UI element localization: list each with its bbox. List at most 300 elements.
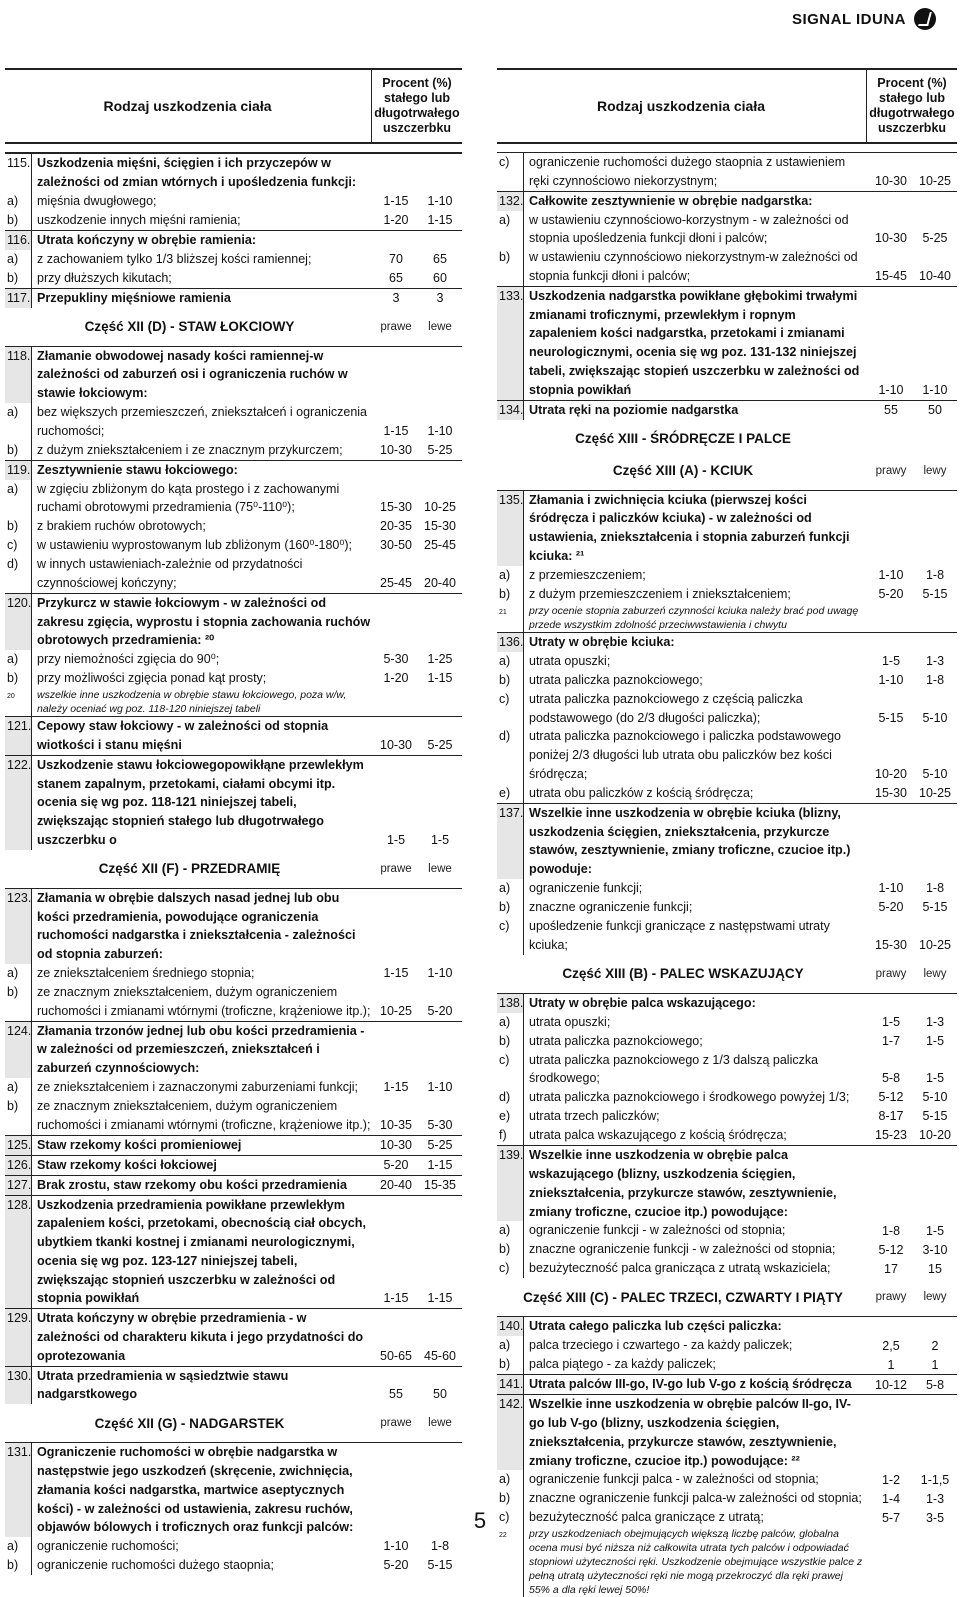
footnote-row xyxy=(5,688,462,716)
value-right: 5-15 xyxy=(878,710,904,725)
item-description: Staw rzekomy kości łokciowej xyxy=(37,1157,217,1172)
item-description: znaczne ograniczenie funkcji; xyxy=(529,899,693,914)
item-number: 22 xyxy=(497,1527,524,1597)
value-right: 10-35 xyxy=(380,1117,412,1132)
table-row xyxy=(497,1107,957,1126)
value-right: 5-30 xyxy=(383,652,409,667)
item-number: 136. xyxy=(497,633,524,652)
table-row xyxy=(497,211,957,249)
value-right: 50-65 xyxy=(380,1348,412,1363)
item-number: b) xyxy=(497,671,524,690)
value-right: 1-10 xyxy=(383,1539,409,1554)
table-row xyxy=(5,230,462,250)
value-left: 1-3 xyxy=(925,1014,945,1029)
item-number: 125. xyxy=(5,1136,32,1155)
item-number: 131. xyxy=(5,1443,32,1537)
value-right: 1-15 xyxy=(383,423,409,438)
value-left: 10-25 xyxy=(919,785,951,800)
item-number: 139. xyxy=(497,1146,524,1221)
column-label-right: prawe xyxy=(380,862,412,875)
value-right: 10-20 xyxy=(875,766,907,781)
item-number: b) xyxy=(497,898,524,917)
value-right: 1-5 xyxy=(881,1014,901,1029)
item-description: ograniczenie ruchomości dużego staopnia z ustawieniem ręki czynnościowo niekorzystnym; xyxy=(529,155,846,188)
value-right: 15-45 xyxy=(875,268,907,283)
value-right: 5-20 xyxy=(878,900,904,915)
item-description: bezużyteczność palca graniczące z utratą; xyxy=(529,1510,764,1525)
table-row xyxy=(5,346,462,403)
value-left: 5-15 xyxy=(427,1558,453,1573)
item-number: a) xyxy=(5,250,32,269)
item-number: a) xyxy=(5,403,32,441)
item-number: f) xyxy=(497,1126,524,1145)
item-number: a) xyxy=(497,566,524,585)
value-right: 17 xyxy=(884,1261,898,1276)
value-right: 2,5 xyxy=(882,1338,900,1353)
item-description: bez większych przemieszczeń, zniekształceń i ograniczenia ruchomości; xyxy=(37,404,368,438)
item-description: Złamania trzonów jednej lub obu kości przedramienia - w zależności od przemieszczeń, zniekształceń i zaburzeń czynnościowych: xyxy=(37,1023,365,1076)
table-row xyxy=(497,585,957,604)
table-row xyxy=(497,727,957,783)
value-left: 45-60 xyxy=(424,1348,456,1363)
item-number: b) xyxy=(5,1097,32,1135)
item-description: Utraty w obrębie palca wskazującego: xyxy=(529,995,756,1010)
item-description: Uszkodzenie stawu łokciowegopowikłąne przewlekłym stanem zapalnym, przetokami, ciałami obcymi itp. ocenia się wg poz. 118-121 niniejszej tabeli, zwiększając stopnień stałego lub długotrwałego uszczerbku o xyxy=(37,757,364,847)
table-row xyxy=(5,1175,462,1195)
section-heading xyxy=(5,314,462,340)
value-right: 10-30 xyxy=(380,1137,412,1152)
table-row xyxy=(497,1394,957,1470)
table-row xyxy=(5,1195,462,1309)
section-heading xyxy=(5,1410,462,1436)
item-number: c) xyxy=(5,536,32,555)
value-left: 5-10 xyxy=(922,1090,948,1105)
table-row xyxy=(497,1316,957,1336)
left-table-body xyxy=(5,153,462,1575)
item-number: c) xyxy=(497,690,524,728)
table-row xyxy=(5,669,462,688)
value-right: 5-8 xyxy=(881,1071,901,1086)
value-right: 1-10 xyxy=(878,672,904,687)
table-header xyxy=(497,68,957,144)
value-right: 55 xyxy=(884,402,898,417)
value-left: 5-25 xyxy=(427,737,453,752)
value-left: 1-10 xyxy=(427,423,453,438)
value-left: 1-8 xyxy=(430,1539,450,1554)
table-row xyxy=(5,964,462,983)
item-description: Złamania i zwichnięcia kciuka (pierwszej kości śródręcza i paliczków kciuka) - w zależności od ustawienia, zniekształcenia i stopnia zaburzeń funkcji kciuka: ²¹ xyxy=(529,492,850,563)
table-row xyxy=(497,898,957,917)
table-row xyxy=(497,1336,957,1355)
section-heading xyxy=(497,426,957,452)
value-right: 20-35 xyxy=(380,519,412,534)
item-number: a) xyxy=(5,1537,32,1556)
table-row xyxy=(5,192,462,211)
item-description: wszelkie inne uszkodzenia w obrębie stawu łokciowego, poza w/w, należy oceniać wg poz. 118-120 niniejszej tabeli xyxy=(37,689,347,716)
brand xyxy=(792,8,936,30)
value-left: 5-25 xyxy=(922,231,948,246)
item-number: b) xyxy=(497,1489,524,1508)
table-row xyxy=(5,1135,462,1155)
item-number: 137. xyxy=(497,804,524,879)
value-left: 15 xyxy=(928,1261,942,1276)
item-number: a) xyxy=(497,1470,524,1489)
table-row xyxy=(5,536,462,555)
table-row xyxy=(5,153,462,192)
item-number: c) xyxy=(497,153,524,191)
item-number: 20 xyxy=(5,688,32,716)
item-description: utrata paliczka paznokciowego z częścią paliczka podstawowego (do 2/3 długości paliczka); xyxy=(529,691,803,725)
item-description: z brakiem ruchów obrotowych; xyxy=(37,519,206,534)
table-row xyxy=(5,1308,462,1365)
table-row xyxy=(5,755,462,850)
table-row xyxy=(497,1489,957,1508)
value-right: 5-7 xyxy=(881,1510,901,1525)
item-description: Wszelkie inne uszkodzenia w obrębie kciuka (blizny, uszkodzenia ścięgien, zniekształcenia, przykurcze stawów, zesztywnienie, zmiany troficzne, czucioe itp.) powoduje: xyxy=(529,805,851,877)
item-number: e) xyxy=(497,784,524,803)
item-number: 135. xyxy=(497,491,524,566)
item-number: 132. xyxy=(497,192,524,211)
column-label-left: lewy xyxy=(923,967,947,980)
item-description: mięśnia dwugłowego; xyxy=(37,193,157,208)
value-left: 1-8 xyxy=(925,672,945,687)
item-description: utrata paliczka paznokciowego; xyxy=(529,672,703,687)
value-left: 1-3 xyxy=(925,653,945,668)
page-number: 5 xyxy=(473,1508,487,1533)
table-row xyxy=(5,269,462,288)
value-right: 1 xyxy=(887,1357,895,1372)
value-right: 1-10 xyxy=(878,382,904,397)
item-description: uszkodzenie innych mięśni ramienia; xyxy=(37,212,241,227)
item-description: przy ocenie stopnia zaburzeń czynności kciuka należy brać pod uwagę przede wszystkim zdolność przeciwwstawienia i chwytu xyxy=(529,604,859,631)
value-right: 1-2 xyxy=(881,1472,901,1487)
item-number: b) xyxy=(497,1240,524,1259)
item-description: z przemieszczeniem; xyxy=(529,567,646,582)
table-header xyxy=(5,68,462,144)
value-right: 5-20 xyxy=(383,1157,409,1172)
header-percent: Procent (%) stałego lub długotrwałego uszczerbku xyxy=(866,70,957,142)
value-left: 1-5 xyxy=(430,832,450,847)
item-description: utrata paliczka paznokciowego i paliczka podstawowego poniżej 2/3 długości lub utrata obu paliczków bez kości śródręcza; xyxy=(529,729,841,781)
item-description: utrata trzech paliczków; xyxy=(529,1109,660,1124)
table-row xyxy=(497,400,957,420)
column-label-right: prawy xyxy=(875,464,907,477)
value-right: 15-30 xyxy=(875,785,907,800)
item-description: Złamanie obwodowej nasady kości ramiennej-w zależności od zaburzeń osi i ograniczenia ruchów w stawie łokciowym: xyxy=(37,348,348,401)
footnote-row xyxy=(497,604,957,632)
value-left: 1 xyxy=(931,1357,939,1372)
header-title: Rodzaj uszkodzenia ciała xyxy=(596,98,766,114)
table-row xyxy=(5,983,462,1021)
right-column xyxy=(497,68,957,1597)
value-left: 5-15 xyxy=(922,900,948,915)
item-description: ograniczenie funkcji palca - w zależności od stopnia; xyxy=(529,1472,819,1487)
table-row xyxy=(5,1021,462,1078)
item-number: 127. xyxy=(5,1176,32,1195)
item-description: z dużym zniekształceniem i ze znacznym przykurczem; xyxy=(37,442,343,457)
value-right: 20-40 xyxy=(380,1177,412,1192)
value-right: 5-12 xyxy=(878,1242,904,1257)
item-number: b) xyxy=(5,517,32,536)
section-heading xyxy=(497,961,957,987)
item-description: przy uszkodzeniach obejmujących większą liczbę palców, globalna ocena musi być niższa niż całkowita utrata tych palców i odpowiadać stopniowi użyteczności ręki. Uszkodzenie obejmujące wszystkie palce z pełną utratą użyteczności ręki nie mogą przekroczyć dla ręki prawej 55% a dla ręki lewej 50%! xyxy=(529,1528,863,1597)
item-description: Przepukliny mięśniowe ramienia xyxy=(37,290,231,305)
item-description: Utrata ręki na poziomie nadgarstka xyxy=(529,402,739,417)
table-row xyxy=(497,652,957,671)
value-right: 70 xyxy=(389,251,403,266)
item-description: upośledzenie funkcji graniczące z następstwami utraty kciuka; xyxy=(529,918,830,952)
item-description: z zachowaniem tylko 1/3 bliższej kości ramiennej; xyxy=(37,251,312,266)
section-title: Część XIII (A) - KCIUK xyxy=(612,463,754,479)
value-left: 5-15 xyxy=(922,1109,948,1124)
value-left: 1-1,5 xyxy=(920,1472,950,1487)
table-row xyxy=(497,803,957,879)
table-row xyxy=(497,153,957,191)
section-heading xyxy=(497,1284,957,1310)
item-number: b) xyxy=(5,1556,32,1575)
column-label-right: prawy xyxy=(875,1291,907,1304)
item-description: Staw rzekomy kości promieniowej xyxy=(37,1137,242,1152)
table-row xyxy=(497,993,957,1013)
table-row xyxy=(497,1259,957,1278)
table-row xyxy=(5,1537,462,1556)
item-number: 134. xyxy=(497,401,524,420)
item-description: przy dłuższych kikutach; xyxy=(37,270,172,285)
section-title: Część XIII - ŚRÓDRĘCZE I PALCE xyxy=(575,431,791,447)
item-description: w ustawieniu czynnościowo niekorzystnym-w zależności od stopnia funkcji dłoni i palców; xyxy=(529,250,858,283)
item-description: Utrata kończyny w obrębie przedramienia - w zależności od charakteru kikuta i jego przydatności do oprotezowania xyxy=(37,1311,364,1363)
table-row xyxy=(497,784,957,803)
table-row xyxy=(5,460,462,480)
item-description: przy niemożności zgięcia do 90⁰; xyxy=(37,652,220,667)
value-right: 65 xyxy=(389,270,403,285)
value-left: 5-25 xyxy=(427,442,453,457)
value-right: 15-23 xyxy=(875,1128,907,1143)
table-row xyxy=(5,1097,462,1135)
section-title: Część XII (F) - PRZEDRAMIĘ xyxy=(98,861,281,877)
item-description: Ograniczenie ruchomości w obrębie nadgarstka w następstwie jego uszkodzeń (skręcenie, zwichnięcia, złamania kości nadgarstka, martwice aseptycznych kości) - w zależności od ustawienia, zakresu ruchów, objawów bólowych i troficznych oraz funkcji palców: xyxy=(37,1445,354,1535)
value-right: 1-5 xyxy=(386,832,406,847)
column-label-left: lewe xyxy=(428,320,452,333)
column-label-left: lewy xyxy=(923,464,947,477)
value-left: 1-8 xyxy=(925,881,945,896)
value-right: 1-5 xyxy=(881,653,901,668)
item-description: bezużyteczność palca granicząca z utratą wskaziciela; xyxy=(529,1261,831,1276)
table-row xyxy=(5,555,462,593)
item-description: utrata palca wskazującego z kością śródręcza; xyxy=(529,1128,787,1143)
section-title: Część XII (G) - NADGARSTEK xyxy=(94,1415,285,1431)
value-left: 5-20 xyxy=(427,1003,453,1018)
table-row xyxy=(5,1155,462,1175)
value-left: 10-20 xyxy=(919,1128,951,1143)
value-right: 30-50 xyxy=(380,538,412,553)
item-description: Utrata przedramienia w sąsiedztwie stawu nadgarstkowego xyxy=(37,1368,289,1402)
item-description: Uszkodzenia przedramienia powikłane przewlekłym zapaleniem kości, przetokami, obecnością ciał obcych, ubytkiem tkanki kostnej i zmianami neurologicznymi, ocenia się wg poz. 123-127 niniejszej tabeli, zwiększając stopnień uszczerbku w zależności od stopnia powikłań xyxy=(37,1197,366,1306)
item-number: 124. xyxy=(5,1022,32,1078)
table-row xyxy=(497,248,957,286)
item-number: b) xyxy=(497,585,524,604)
value-left: 5-10 xyxy=(922,766,948,781)
item-description: utrata obu paliczków z kością śródręcza; xyxy=(529,785,754,800)
value-left: 65 xyxy=(433,251,447,266)
item-description: Wszelkie inne uszkodzenia w obrębie palca wskazującego (blizny, uszkodzenia ścięgien, zniekształcenia, przykurcze stawów, zesztywnienie, zmiany troficzne, czucioe itp.) powodujące: xyxy=(529,1148,837,1219)
value-left: 10-25 xyxy=(919,937,951,952)
item-description: Uszkodzenia mięśni, ścięgien i ich przyczepów w zależności od zmian wtórnych i upośledzenia funkcji: xyxy=(37,156,357,189)
table-row xyxy=(5,1078,462,1097)
item-number: 133. xyxy=(497,287,524,400)
column-label-right: prawe xyxy=(380,320,412,333)
value-left: 1-25 xyxy=(427,652,453,667)
table-row xyxy=(497,1145,957,1221)
item-number: 21 xyxy=(497,604,524,632)
value-right: 1-15 xyxy=(383,193,409,208)
item-number: a) xyxy=(5,964,32,983)
right-table-body xyxy=(497,153,957,1597)
table-row xyxy=(497,1240,957,1259)
header-percent: Procent (%) stałego lub długotrwałego uszczerbku xyxy=(371,70,462,142)
table-row xyxy=(497,632,957,652)
value-left: 3 xyxy=(436,290,444,305)
item-number: a) xyxy=(497,652,524,671)
table-row xyxy=(5,288,462,308)
value-left: 5-30 xyxy=(427,1117,453,1132)
table-row xyxy=(5,888,462,964)
item-description: ograniczenie ruchomości; xyxy=(37,1539,179,1554)
value-right: 10-30 xyxy=(875,231,907,246)
item-number: a) xyxy=(497,1013,524,1032)
section-title: Część XII (D) - STAW ŁOKCIOWY xyxy=(84,319,295,335)
value-right: 5-20 xyxy=(383,1558,409,1573)
item-description: Utrata palców III-go, IV-go lub V-go z kością śródręcza xyxy=(529,1377,852,1392)
item-number: b) xyxy=(497,248,524,286)
value-right: 1-4 xyxy=(881,1491,901,1506)
item-number: 129. xyxy=(5,1309,32,1365)
item-description: ograniczenie funkcji; xyxy=(529,880,643,895)
item-description: Utrata kończyny w obrębie ramienia: xyxy=(37,232,257,247)
item-description: ze zniekształceniem i zaznaczonymi zaburzeniami funkcji; xyxy=(37,1079,358,1094)
item-number: c) xyxy=(497,1508,524,1527)
table-row xyxy=(5,650,462,669)
table-row xyxy=(497,690,957,728)
item-number: d) xyxy=(497,727,524,783)
value-left: 60 xyxy=(433,270,447,285)
item-description: w ustawieniu wyprostowanym lub zbliżonym (160⁰-180⁰); xyxy=(37,538,353,553)
value-right: 5-12 xyxy=(878,1090,904,1105)
item-description: znaczne ograniczenie funkcji palca-w zależności od stopnia; xyxy=(529,1491,862,1506)
column-label-left: lewe xyxy=(428,862,452,875)
value-right: 8-17 xyxy=(878,1109,904,1124)
item-description: Zesztywnienie stawu łokciowego: xyxy=(37,462,238,477)
item-number: 115. xyxy=(5,154,32,192)
item-description: znaczne ograniczenie funkcji - w zależności od stopnia; xyxy=(529,1242,836,1257)
value-left: 10-40 xyxy=(919,268,951,283)
value-left: 15-30 xyxy=(424,519,456,534)
table-row xyxy=(5,441,462,460)
table-row xyxy=(5,1556,462,1575)
table-row xyxy=(497,1051,957,1089)
item-number: 130. xyxy=(5,1367,32,1405)
item-description: utrata paliczka paznokciowego i środkowego powyżej 1/3; xyxy=(529,1090,850,1105)
item-description: ze znacznym zniekształceniem, dużym ograniczeniem ruchomości i zmianami wtórnymi (troficzne, krążeniowe itp.); xyxy=(37,1098,371,1132)
item-number: b) xyxy=(5,983,32,1021)
value-left: 5-8 xyxy=(925,1377,945,1392)
table-row xyxy=(5,517,462,536)
item-description: w innych ustawieniach-zależnie od przydatności czynnościowej kończyny; xyxy=(37,557,303,590)
table-row xyxy=(497,286,957,400)
table-row xyxy=(5,593,462,650)
value-left: 1-5 xyxy=(925,1071,945,1086)
column-label-left: lewe xyxy=(428,1417,452,1430)
item-description: utrata paliczka paznokciowego z 1/3 dalszą paliczka środkowego; xyxy=(529,1052,819,1086)
item-number: 126. xyxy=(5,1156,32,1175)
value-left: 1-10 xyxy=(427,1080,453,1095)
item-number: c) xyxy=(497,1051,524,1089)
item-number: 122. xyxy=(5,756,32,850)
value-left: 5-10 xyxy=(922,710,948,725)
value-left: 10-25 xyxy=(424,500,456,515)
table-row xyxy=(497,671,957,690)
value-left: 5-15 xyxy=(922,586,948,601)
item-number: 128. xyxy=(5,1196,32,1309)
item-number: b) xyxy=(5,441,32,460)
section-heading xyxy=(5,856,462,882)
table-row xyxy=(497,191,957,211)
item-description: ze zniekształceniem średniego stopnia; xyxy=(37,965,255,980)
item-description: Uszkodzenia nadgarstka powikłane głębokimi trwałymi zmianami troficznymi, przewlekłym i ropnym zapaleniem kości nadgarstka, przetokami i zmianami neurologicznymi, ocenia się wg poz. 131-132 niniejszej tabeli, zwiększając stopień uszczerbku w zależności od stopnia powikłań xyxy=(529,288,860,397)
item-description: ograniczenie ruchomości dużego staopnia; xyxy=(37,1558,274,1573)
value-left: 3-5 xyxy=(925,1510,945,1525)
value-left: 1-15 xyxy=(427,212,453,227)
table-row xyxy=(497,1032,957,1051)
value-right: 1-15 xyxy=(383,966,409,981)
item-number: b) xyxy=(497,1355,524,1374)
table-row xyxy=(5,716,462,755)
table-row xyxy=(5,480,462,518)
value-right: 1-20 xyxy=(383,212,409,227)
table-row xyxy=(497,1126,957,1145)
item-number: a) xyxy=(497,1336,524,1355)
item-number: b) xyxy=(5,669,32,688)
item-description: Cepowy staw łokciowy - w zależności od stopnia wiotkości i stanu mięśni xyxy=(37,719,329,752)
item-description: przy możliwości zgięcia ponad kąt prosty; xyxy=(37,671,267,686)
item-number: 118. xyxy=(5,347,32,403)
item-number: a) xyxy=(5,480,32,518)
value-right: 15-30 xyxy=(875,937,907,952)
item-number: c) xyxy=(497,917,524,955)
value-left: 25-45 xyxy=(424,538,456,553)
item-description: Złamania w obrębie dalszych nasad jednej lub obu kości przedramienia, powodujące ograniczenia ruchomości nadgarstka i zniekształcenia - zależności od stopnia zaburzeń: xyxy=(37,890,356,962)
item-number: 119. xyxy=(5,461,32,480)
item-number: b) xyxy=(497,1032,524,1051)
column-label-right: prawe xyxy=(380,1417,412,1430)
item-number: a) xyxy=(5,650,32,669)
table-row xyxy=(497,1221,957,1240)
item-number: 117. xyxy=(5,289,32,308)
value-right: 10-30 xyxy=(380,442,412,457)
table-row xyxy=(5,1366,462,1405)
table-row xyxy=(497,1355,957,1374)
value-left: 1-3 xyxy=(925,1491,945,1506)
header-title: Rodzaj uszkodzenia ciała xyxy=(103,98,272,114)
value-left: 10-25 xyxy=(919,173,951,188)
value-right: 1-8 xyxy=(881,1223,901,1238)
value-right: 10-30 xyxy=(380,737,412,752)
value-left: 1-10 xyxy=(922,382,948,397)
value-left: 1-8 xyxy=(925,567,945,582)
item-number: 121. xyxy=(5,717,32,755)
table-row xyxy=(497,1470,957,1489)
item-description: Wszelkie inne uszkodzenia w obrębie palców II-go, IV-go lub V-go (blizny, uszkodzenia ścięgien, zniekształcenia, przykurcze stawów, zesztywnienie, zmiany troficzne, czucioe itp.) powodujące: ²² xyxy=(529,1397,851,1468)
